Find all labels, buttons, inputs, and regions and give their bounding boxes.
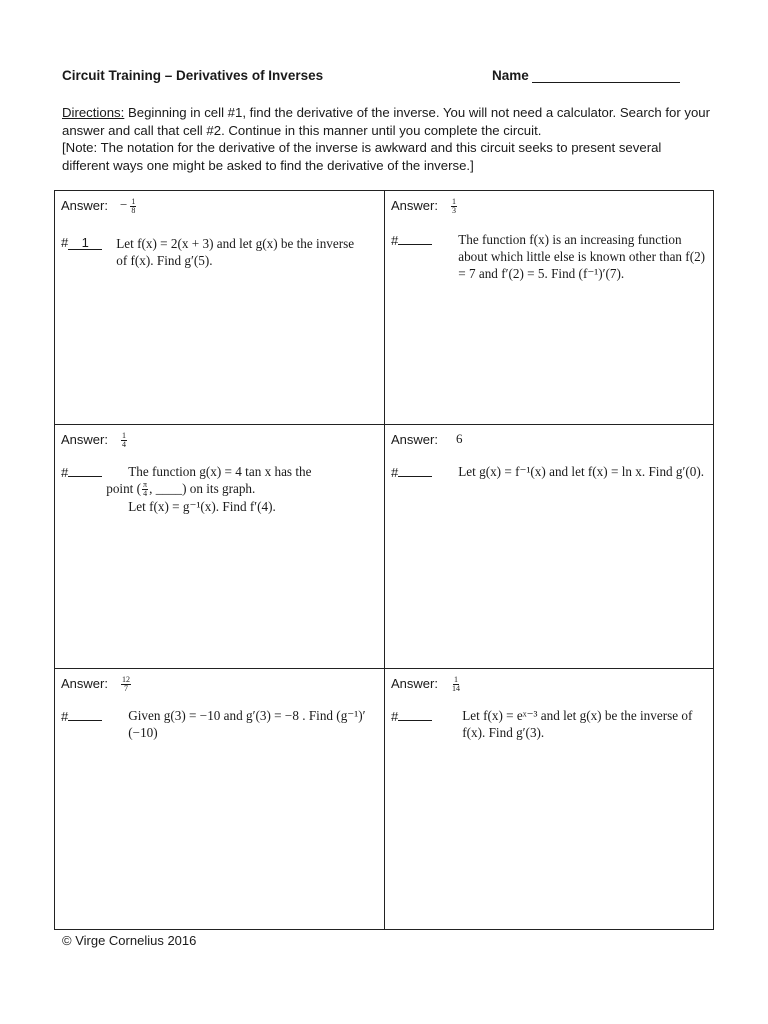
point-open: point ( <box>106 481 142 496</box>
number-prefix: # <box>391 233 399 248</box>
number-blank: 1 <box>68 236 102 250</box>
answer-value <box>120 197 137 215</box>
fraction-denominator: 3 <box>451 205 456 215</box>
name-blank-line <box>532 69 680 83</box>
answer-sign: − <box>119 197 128 212</box>
problem-line <box>106 480 374 498</box>
number-blank <box>398 231 432 245</box>
problem-text: Given g(3) = −10 and g′(3) = −8 . Find (g⁻¹)′(−10) <box>128 708 366 740</box>
worksheet-title: Circuit Training – Derivatives of Inverses <box>62 68 324 83</box>
number-prefix: # <box>391 465 399 480</box>
answer-value <box>450 675 462 693</box>
cell-number <box>61 707 102 724</box>
fraction-numerator: 1 <box>451 196 456 206</box>
answer-value <box>120 431 128 449</box>
problem-row <box>391 707 702 741</box>
number-blank <box>68 707 102 721</box>
problem-row <box>61 463 374 515</box>
fraction-numerator: 1 <box>131 196 136 206</box>
answer-fraction <box>121 676 131 693</box>
cell-number <box>61 463 102 480</box>
answer-label: Answer: <box>391 676 438 692</box>
directions-text <box>62 104 712 174</box>
answer-label: Answer: <box>61 432 108 448</box>
answer-row <box>391 675 462 693</box>
directions-lead: Directions: <box>62 105 125 120</box>
answer-value: 6 <box>455 431 463 446</box>
problem-row <box>61 707 378 741</box>
cell-number <box>391 707 432 724</box>
fraction-denominator: 8 <box>131 205 136 215</box>
name-field <box>492 68 680 83</box>
problem-text: The function f(x) is an increasing function about which little else is known other than f(2) = 7 and f′(2) = 5. Find (f⁻¹)′(7). <box>458 232 706 281</box>
circuit-cell-2 <box>385 191 714 425</box>
number-blank <box>68 463 102 477</box>
answer-label: Answer: <box>61 198 108 214</box>
number-prefix: # <box>61 465 69 480</box>
circuit-cell-5 <box>55 669 385 929</box>
fraction-denominator: 14 <box>451 683 460 693</box>
answer-row <box>61 675 132 693</box>
answer-row <box>391 431 462 447</box>
cell-number <box>391 231 432 248</box>
fraction-numerator: π <box>143 480 148 490</box>
directions-note: [Note: The notation for the derivative of the inverse is awkward and this circuit seeks to present several different ways one might be asked to find the derivative of the inverse.] <box>62 140 662 173</box>
circuit-cell-3 <box>55 425 385 669</box>
point-close: , ____) on its graph. <box>149 481 256 496</box>
fraction-denominator: 4 <box>121 439 126 449</box>
problem-row <box>391 463 708 480</box>
problem-line: The function g(x) = 4 tan x has the <box>128 464 312 479</box>
number-prefix: # <box>391 709 399 724</box>
circuit-cell-4 <box>385 425 714 669</box>
cell-number <box>61 235 102 250</box>
problem-text: Let f(x) = 2(x + 3) and let g(x) be the inverse of f(x). Find g′(5). <box>116 236 355 268</box>
number-blank <box>398 707 432 721</box>
answer-value <box>450 197 458 215</box>
problem-text: Let f(x) = eˣ⁻³ and let g(x) be the inverse of f(x). Find g′(3). <box>462 708 693 740</box>
problem-text <box>106 463 374 515</box>
pi-fraction <box>142 481 148 498</box>
copyright-footer: © Virge Cornelius 2016 <box>62 933 197 948</box>
answer-fraction <box>130 198 136 215</box>
answer-label: Answer: <box>391 198 438 214</box>
fraction-denominator: 4 <box>143 489 148 499</box>
fraction-numerator: 1 <box>121 430 126 440</box>
answer-value <box>120 675 132 693</box>
directions-body: Beginning in cell #1, find the derivative of the inverse. You will not need a calculator. Search for your answer and call that cell #2. Continue in this manner until you complete the circuit. <box>62 105 711 138</box>
problem-row <box>391 231 712 282</box>
fraction-denominator: 7 <box>123 683 128 693</box>
fraction-numerator: 1 <box>453 674 458 684</box>
circuit-cell-1 <box>55 191 385 425</box>
fraction-numerator: 12 <box>121 674 130 684</box>
problem-line: Let f(x) = g⁻¹(x). Find f′(4). <box>128 499 276 515</box>
number-prefix: # <box>61 235 69 250</box>
answer-row <box>391 197 458 215</box>
circuit-cell-6 <box>385 669 714 929</box>
cell-number <box>391 463 432 480</box>
answer-fraction <box>121 432 127 449</box>
name-label: Name <box>492 68 529 83</box>
circuit-grid <box>54 190 714 930</box>
answer-fraction <box>451 676 461 693</box>
answer-fraction <box>451 198 457 215</box>
problem-row <box>61 235 362 269</box>
answer-row <box>61 197 137 215</box>
number-prefix: # <box>61 709 69 724</box>
answer-row <box>61 431 128 449</box>
problem-text: Let g(x) = f⁻¹(x) and let f(x) = ln x. Find g′(0). <box>458 464 705 479</box>
number-blank <box>398 463 432 477</box>
answer-label: Answer: <box>391 431 438 447</box>
answer-label: Answer: <box>61 676 108 692</box>
